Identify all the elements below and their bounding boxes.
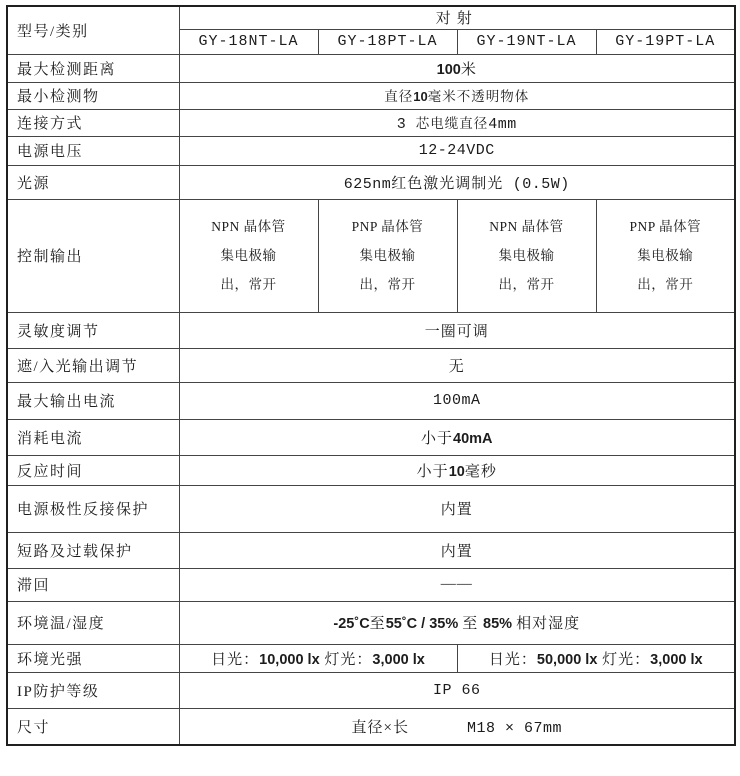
row-label: 最小检测物 (7, 82, 179, 109)
control-output-line: NPN 晶体管 (489, 219, 564, 234)
value-text-run: —— (440, 576, 473, 592)
spec-value-cell (179, 419, 735, 455)
model-header-cell: GY-19PT-LA (596, 29, 735, 54)
table-row (7, 109, 735, 136)
row-label: 控制输出 (7, 199, 179, 312)
value-text-run: 无 (448, 358, 465, 375)
spec-value-cell (179, 82, 735, 109)
row-label: 滞回 (7, 568, 179, 601)
control-output-line: PNP 晶体管 (351, 219, 424, 234)
value-text-run: 625nm (343, 175, 392, 193)
control-output-line: 集电极输 (637, 248, 694, 263)
spec-value-cell (318, 199, 457, 312)
value-text-run: 直径×长 (351, 719, 409, 736)
value-text-run: 红色激光调制光 (391, 175, 504, 192)
value-text-run: 小于 (421, 430, 454, 447)
control-output-line: NPN 晶体管 (211, 219, 286, 234)
value-text-run: 3,000 lx (650, 651, 703, 668)
table-row (7, 348, 735, 382)
header-row-category (7, 6, 735, 29)
row-label: 消耗电流 (7, 419, 179, 455)
control-output-line: 集电极输 (359, 248, 416, 263)
spec-value-cell (179, 109, 735, 136)
row-label: 环境光强 (7, 644, 179, 672)
table-row (7, 165, 735, 199)
row-label: IP防护等级 (7, 672, 179, 708)
category-header-cell: 对射 (179, 6, 735, 29)
row-label: 最大输出电流 (7, 382, 179, 419)
value-text-run: 毫米不透明物体 (427, 89, 530, 104)
control-output-line: 集电极输 (220, 248, 277, 263)
table-row (7, 82, 735, 109)
value-text-run: 12-24VDC (418, 142, 495, 159)
spec-table (6, 5, 736, 746)
value-text-run: 相对湿度 (516, 616, 581, 632)
table-row (7, 312, 735, 348)
spec-value-cell (179, 708, 735, 745)
spec-value-cell (179, 382, 735, 419)
control-output-line: 出，常开 (498, 277, 555, 292)
control-output-line: 集电极输 (498, 248, 555, 263)
value-text-run: IP 66 (433, 681, 481, 699)
value-text-run: 至 (369, 616, 386, 632)
value-text-run: 10 (413, 89, 428, 104)
table-row (7, 568, 735, 601)
table-row (7, 644, 735, 672)
value-text-run: M18 × 67mm (466, 719, 562, 737)
value-text-run: 一圈可调 (424, 323, 489, 340)
spec-value-cell (179, 672, 735, 708)
row-label: 遮/入光输出调节 (7, 348, 179, 382)
spec-value-cell (179, 165, 735, 199)
value-text-run: 灯光： (319, 651, 373, 668)
spec-value-cell (179, 312, 735, 348)
control-output-line: 出，常开 (359, 277, 416, 292)
value-text-run: 40mA (453, 430, 493, 447)
spec-value-cell (179, 644, 457, 672)
value-text-run: 日光： (488, 651, 537, 668)
row-label: 灵敏度调节 (7, 312, 179, 348)
value-text-run: (0.5W) (503, 175, 570, 193)
spec-value-cell (457, 644, 735, 672)
value-text-run: 内置 (440, 543, 473, 560)
table-row (7, 672, 735, 708)
table-row (7, 382, 735, 419)
row-label: 电源电压 (7, 136, 179, 165)
row-label: 环境温/湿度 (7, 601, 179, 644)
spec-value-cell (179, 532, 735, 568)
spec-value-cell (179, 455, 735, 485)
table-row (7, 54, 735, 82)
table-row (7, 455, 735, 485)
row-label: 电源极性反接保护 (7, 485, 179, 532)
control-output-line: PNP 晶体管 (629, 219, 702, 234)
table-row (7, 485, 735, 532)
value-text-run: 直径 (384, 89, 414, 104)
value-text-run: -25˚C (333, 616, 370, 632)
spec-value-cell (179, 348, 735, 382)
value-text-run: 10 (448, 463, 465, 480)
model-header-cell: GY-18PT-LA (318, 29, 457, 54)
value-text-run: 50,000 lx (536, 651, 598, 668)
value-text-run: 日光： (211, 651, 260, 668)
table-row (7, 601, 735, 644)
model-header-cell: GY-19NT-LA (457, 29, 596, 54)
table-row (7, 419, 735, 455)
table-row (7, 136, 735, 165)
row-label: 光源 (7, 165, 179, 199)
value-text-run: 4mm (488, 116, 517, 133)
spec-value-cell (457, 199, 596, 312)
row-label: 连接方式 (7, 109, 179, 136)
table-row (7, 708, 735, 745)
spec-value-cell (179, 485, 735, 532)
value-text-run: 灯光： (597, 651, 651, 668)
header-label-model-category: 型号/类别 (7, 6, 179, 54)
table-row (7, 532, 735, 568)
value-text-run: 毫秒 (464, 463, 497, 480)
value-text-run: 100 (436, 61, 461, 78)
value-text-run: 内置 (440, 502, 473, 518)
value-text-run: 至 (462, 616, 484, 632)
table-row (7, 199, 735, 312)
row-label: 最大检测距离 (7, 54, 179, 82)
value-text-run: 小于 (416, 463, 449, 480)
spec-value-cell (179, 568, 735, 601)
value-text-run: 55˚C / 35% (385, 616, 463, 632)
value-text-run: 3 (396, 116, 416, 133)
spec-value-cell (179, 136, 735, 165)
value-text-run: 3,000 lx (372, 651, 425, 668)
spec-value-cell (179, 199, 318, 312)
value-text-run: 85% (483, 616, 517, 632)
value-text-run: 米 (460, 61, 477, 78)
value-text-run: 100mA (433, 392, 481, 409)
row-label: 反应时间 (7, 455, 179, 485)
row-label: 尺寸 (7, 708, 179, 745)
model-header-cell: GY-18NT-LA (179, 29, 318, 54)
value-text-run: 芯电缆直径 (415, 116, 489, 131)
control-output-line: 出，常开 (220, 277, 277, 292)
row-label: 短路及过载保护 (7, 532, 179, 568)
value-text-run: 10,000 lx (259, 651, 320, 668)
spec-value-cell (179, 54, 735, 82)
spec-value-cell (179, 601, 735, 644)
control-output-line: 出，常开 (637, 277, 694, 292)
spec-value-cell (596, 199, 735, 312)
